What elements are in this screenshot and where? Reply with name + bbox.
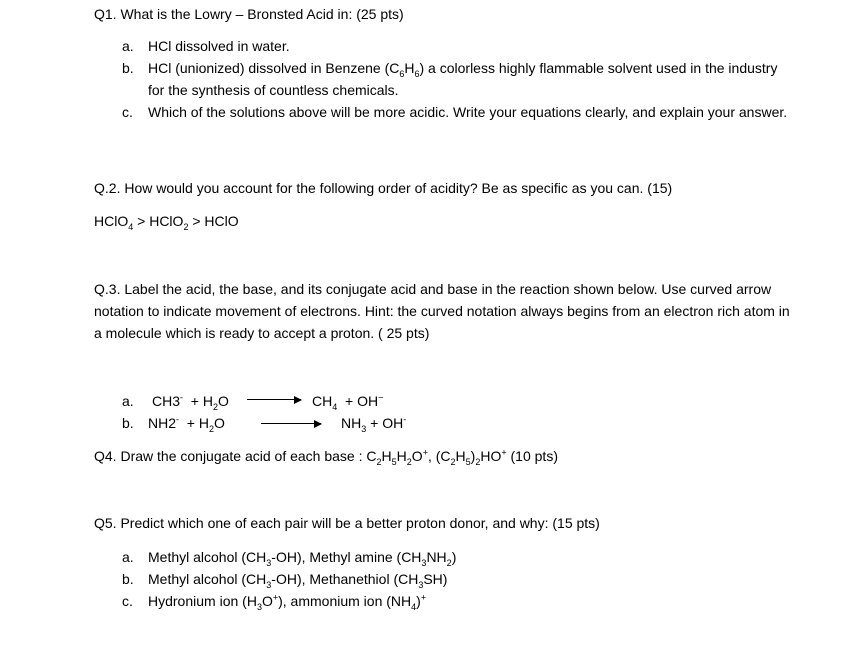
- q5-title: Q5. Predict which one of each pair will be a better proton donor, and why: (15 pts): [94, 515, 600, 531]
- q1-a-marker: a.: [122, 38, 134, 54]
- q5-a-text: Methyl alcohol $(CH_3-OH)$, Methyl amine $(CH_3NH_2)$: [148, 549, 457, 568]
- q5-b-marker: b.: [122, 571, 134, 587]
- reaction-arrow-icon: [261, 423, 321, 424]
- q1-title: Q1. What is the Lowry – Bronsted Acid in: (25 pts): [94, 6, 404, 22]
- q1-b-text: HCl (unionized) dissolved in Benzene $(C_6H_6)$ a colorless highly flammable solvent used in the industry for the synthesis of countless chemicals.: [148, 60, 778, 98]
- q5-c-text: Hydronium ion $(H_3O^+)$, ammonium ion $(NH_4)^+$: [148, 592, 427, 612]
- q5-a-marker: a.: [122, 549, 134, 565]
- q3-b-products: $NH_3 + OH^-$: [341, 414, 407, 434]
- q2-title: Q.2. How would you account for the following order of acidity? Be as specific as you can. (15): [94, 180, 673, 196]
- q1-c-text: Which of the solutions above will be more acidic. Write your equations clearly, and explain your answer.: [148, 104, 788, 120]
- q1-b-marker: b.: [122, 60, 134, 76]
- q3-text: Q.3. Label the acid, the base, and its conjugate acid and base in the reaction shown below. Use curved arrow notation to indicate movement of electrons. Hint: the curved notation always begins from an electron rich atom in a molecule which is ready to accept a proton. ( 25 pts): [94, 281, 790, 341]
- q3-b-reactants: $NH2^- + H_2O$: [148, 414, 225, 434]
- q5-b-text: Methyl alcohol $(CH_3-OH)$, Methanethiol $(CH_3SH)$: [148, 571, 448, 590]
- q1-c-marker: c.: [122, 104, 133, 120]
- q3-a-marker: a.: [122, 393, 134, 409]
- q3-b-marker: b.: [122, 415, 134, 431]
- q1-a-text: HCl dissolved in water.: [148, 38, 290, 54]
- q3-a-products: $CH_4 + OH^-$: [312, 392, 384, 412]
- q3-a-reactants: $CH3^- + H_2O$: [152, 392, 229, 412]
- q2-acidity-order: HClO$_4$ > HClO$_2$ > HClO: [94, 213, 239, 232]
- reaction-arrow-icon: [247, 399, 301, 400]
- q4-text: Q4. Draw the conjugate acid of each base : $C_2H_5H_2O^+$, $(C_2H_5)_2HO^+$ (10 pts): [94, 447, 558, 467]
- q5-c-marker: c.: [122, 593, 133, 609]
